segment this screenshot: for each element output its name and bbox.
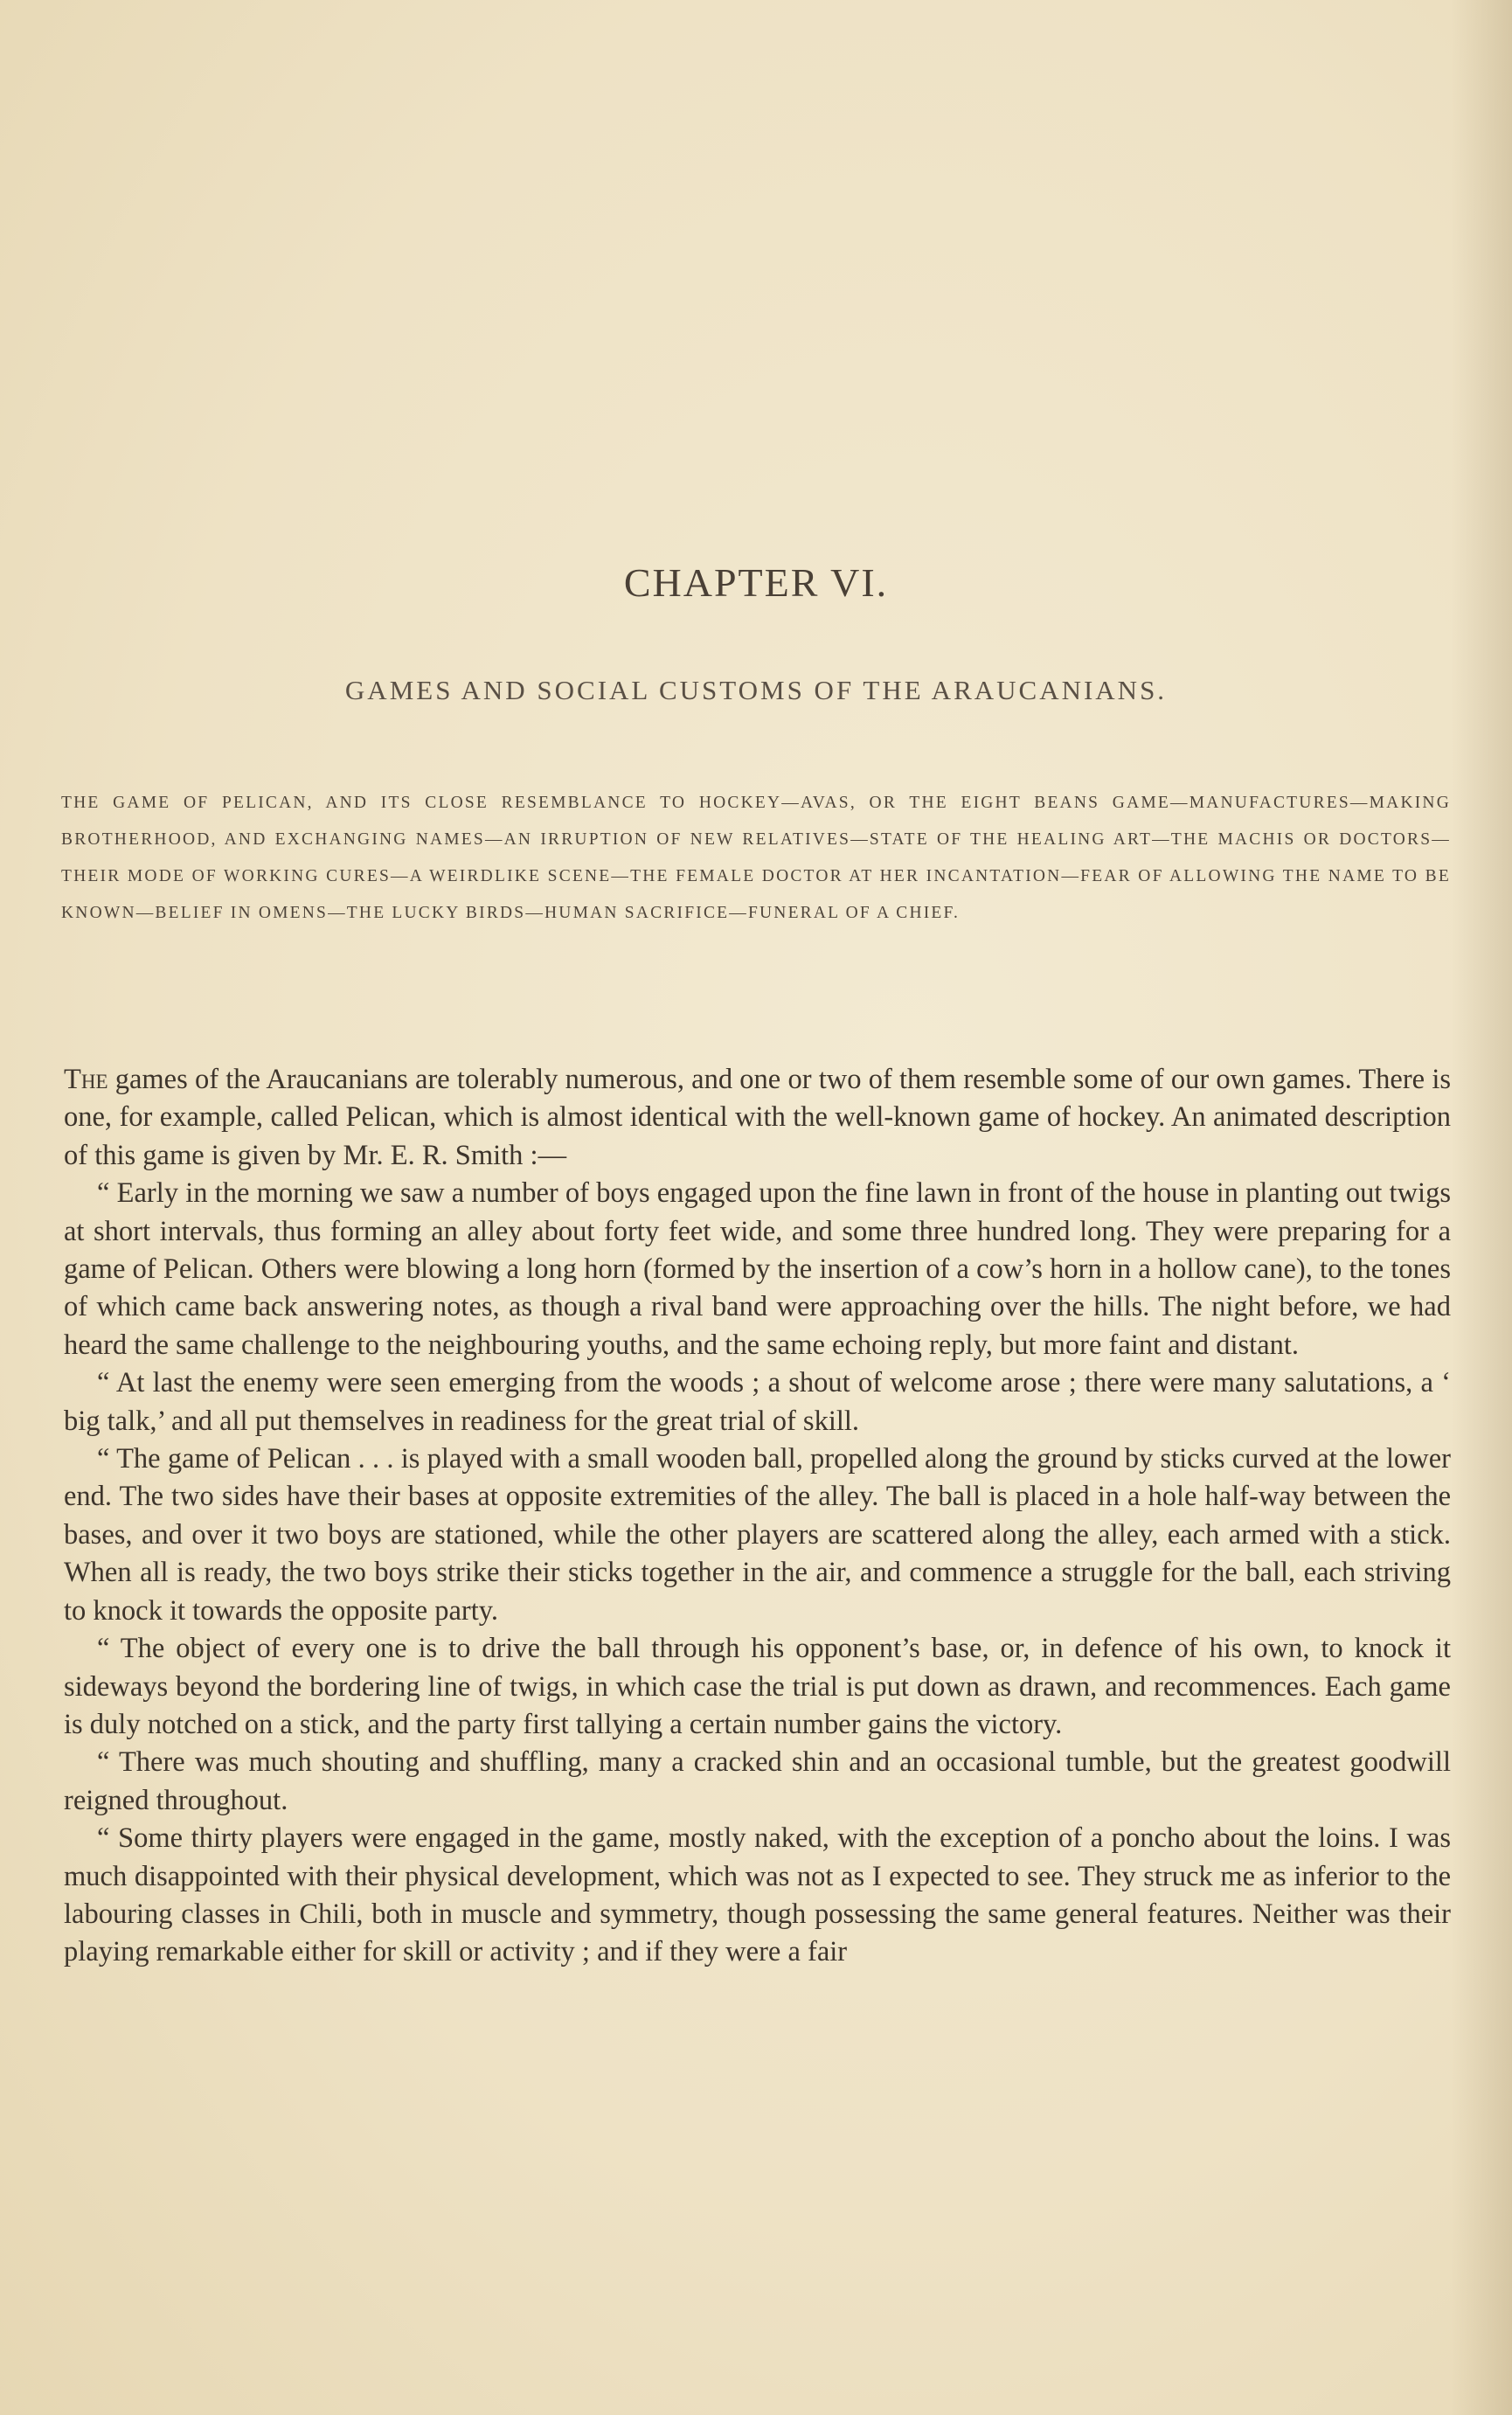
paragraph: “ Early in the morning we saw a number of boys engaged upon the fine lawn in front of the house in planting out twigs at short intervals, thus forming an alley about forty feet wide, and some three hundred long. They were preparing for a game of Pelican. Others were blowing a long horn (formed by the insertion of a cow’s horn in a hollow cane), to the tones of which came back answering notes, as though a rival band were approaching over the hills. The night before, we had heard the same challenge to the neighbouring youths, and the same echoing reply, but more faint and distant. — [64, 1177, 1451, 1361]
page-edge-shadow — [1451, 0, 1512, 2415]
paragraph-text: games of the Araucanians are tolerably numerous, and one or two of them resemble some of our own games. There is one, for example, called Pelican, which is almost identical with the well-known game of hockey. An animated description of this game is given by Mr. E. R. Smith :— — [64, 1064, 1451, 1171]
body-text — [64, 1061, 1451, 1972]
paragraph: “ There was much shouting and shuffling, many a cracked shin and an occasional tumble, but the greatest goodwill reigned throughout. — [64, 1746, 1451, 1816]
drop-word: The — [64, 1064, 108, 1095]
paragraph: “ The object of every one is to drive the ball through his opponent’s base, or, in defence of his own, to knock it sideways beyond the bordering line of twigs, in which case the trial is put down as drawn, and recommences. Each game is duly notched on a stick, and the party first tallying a certain number gains the victory. — [64, 1633, 1451, 1740]
chapter-subtitle: GAMES AND SOCIAL CUSTOMS OF THE ARAUCANIANS. — [344, 675, 1168, 705]
chapter-title: CHAPTER VI. — [623, 560, 889, 605]
chapter-synopsis: THE GAME OF PELICAN, AND ITS CLOSE RESEMBLANCE TO HOCKEY—AVAS, OR THE EIGHT BEANS GAME—MANUFACTURES—MAKING BROTHERHOOD, AND EXCHANGING NAMES—AN IRRUPTION OF NEW RELATIVES—STATE OF THE HEALING ART—THE MACHIS OR DOCTORS—THEIR MODE OF WORKING CURES—A WEIRDLIKE SCENE—THE FEMALE DOCTOR AT HER INCANTATION—FEAR OF ALLOWING THE NAME TO BE KNOWN—BELIEF IN OMENS—THE LUCKY BIRDS—HUMAN SACRIFICE—FUNERAL OF A CHIEF. — [61, 794, 1451, 922]
paragraph — [64, 1061, 1451, 1175]
paragraph: “ At last the enemy were seen emerging from the woods ; a shout of welcome arose ; there were many salutations, a ‘ big talk,’ and all put themselves in readiness for the great trial of skill. — [64, 1367, 1451, 1437]
paragraph: “ The game of Pelican . . . is played with a small wooden ball, propelled along the ground by sticks curved at the lower end. The two sides have their bases at opposite extremities of the alley. The ball is placed in a hole half-way between the bases, and over it two boys are stationed, while the other players are scattered along the alley, each armed with a stick. When all is ready, the two boys strike their sticks together in the air, and commence a struggle for the ball, each striving to knock it towards the opposite party. — [64, 1443, 1451, 1627]
paragraph: “ Some thirty players were engaged in the game, mostly naked, with the exception of a poncho about the loins. I was much disappointed with their physical development, which was not as I expected to see. They struck me as inferior to the labouring classes in Chili, both in muscle and symmetry, though possessing the same general features. Neither was their playing remarkable either for skill or activity ; and if they were a fair — [64, 1822, 1451, 1968]
